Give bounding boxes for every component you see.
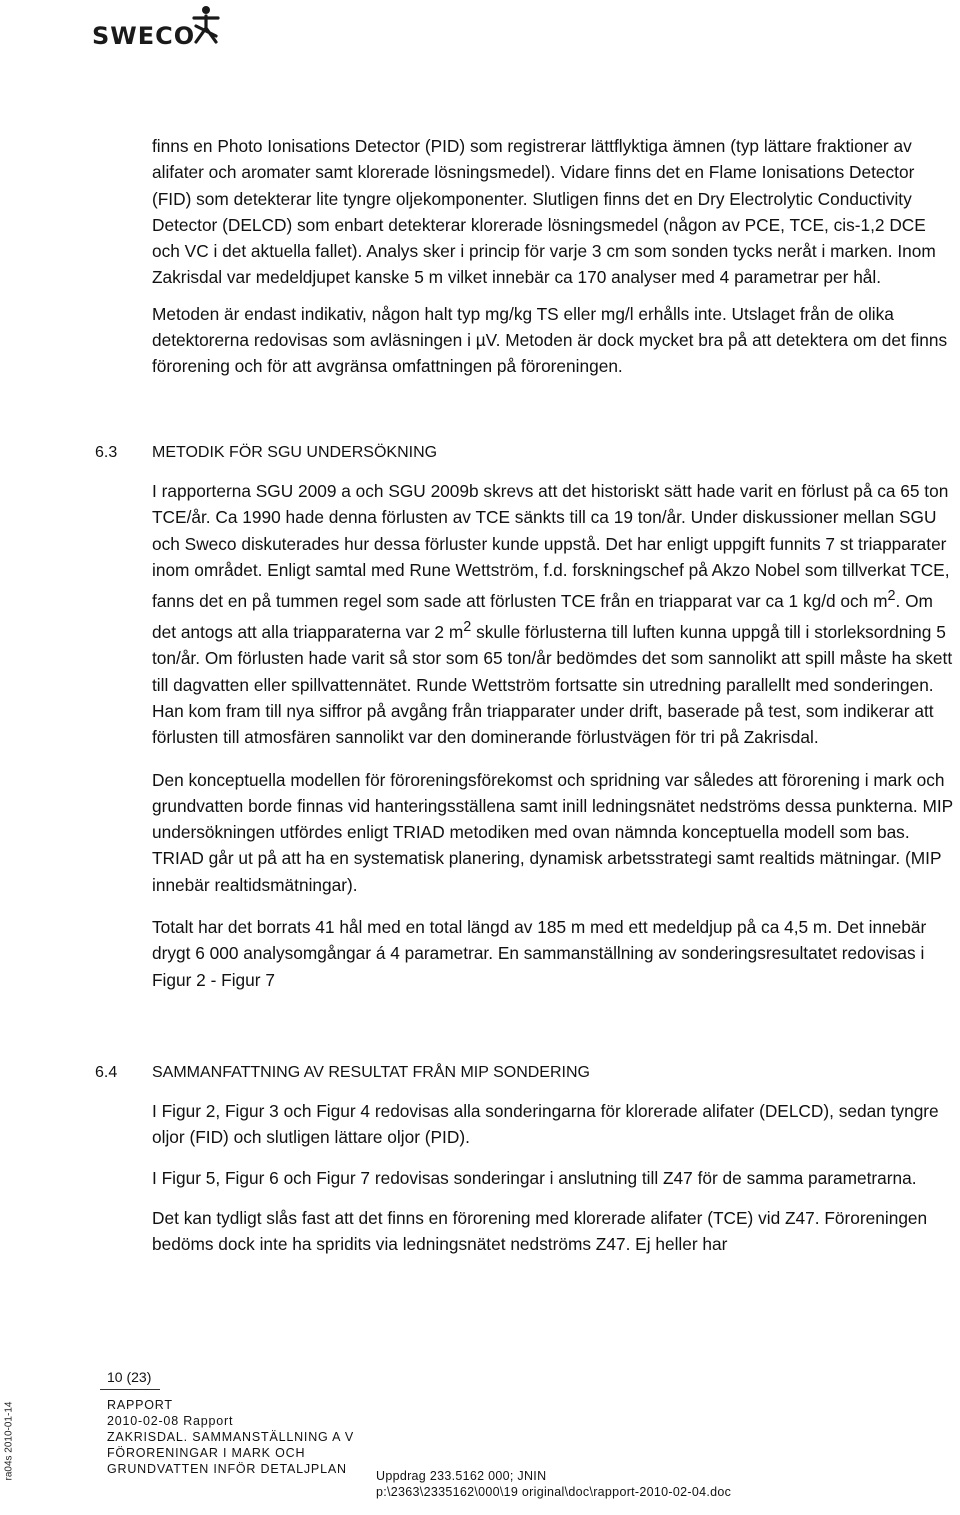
report-meta-line: 2010-02-08 Rapport	[107, 1414, 234, 1428]
report-meta-line: RAPPORT	[107, 1398, 173, 1412]
section-number: 6.4	[95, 1064, 118, 1081]
side-stamp: ra04s 2010-01-14	[3, 1401, 15, 1481]
section-number: 6.3	[95, 444, 118, 461]
intro-text	[152, 133, 956, 380]
intro-paragraph-2: Metoden är endast indikativ, någon halt typ mg/kg TS eller mg/l erhålls inte. Utslaget från de olika detektorerna redovisas som avläsningen i µV. Metoden är dock mycket bra på att detektera om det finns förorening och för att avgränsa omfattningen på föroreningen.	[152, 303, 948, 377]
footer-divider	[100, 1389, 160, 1390]
section-6-3-paragraph-3: Totalt har det borrats 41 hål med en total längd av 185 m med ett medeldjup på ca 4,5 m. Det innebär drygt 6 000 analysomgångar á 4 parametrar. En sammanställning av sonderingsresultatet redovisas i Figur 2 - Figur 7	[152, 916, 927, 990]
sweco-logo	[92, 6, 195, 50]
file-path: p:\2363\2335162\000\19 original\doc\rapport-2010-02-04.doc	[376, 1485, 732, 1499]
logo-text: SWECO	[92, 22, 196, 50]
assignment-number: Uppdrag 233.5162 000; JNIN	[376, 1469, 547, 1483]
page-number: 10 (23)	[107, 1369, 152, 1385]
section-6-4-paragraph-2: I Figur 5, Figur 6 och Figur 7 redovisas sonderingar i anslutning till Z47 för de samma parametrarna.	[152, 1167, 917, 1188]
section-6-4-paragraph-1: I Figur 2, Figur 3 och Figur 4 redovisas alla sonderingarna för klorerade alifater (DELCD), sedan tyngre oljor (FID) och slutligen lättare oljor (PID).	[152, 1101, 939, 1148]
section-6-3-paragraph-1: I rapporterna SGU 2009 a och SGU 2009b skrevs att det historiskt sätt hade varit en förlust på ca 65 ton TCE/år. Ca 1990 hade denna förlusten av TCE sänkts till ca 19 ton/år. Under diskussioner mellan SGU och Sweco diskuterades hur dessa förluster kunde uppstå. Det har enligt uppgift funnits 7 st triapparater inom området. Enligt samtal med Rune Wettström, f.d. forskningschef på Akzo Nobel som tillverkat TCE, fanns det en på tummen regel som sade att förlusten TCE från en triapparat var ca 1 kg/d och $m^2$. Om det antogs att alla triapparaterna var 2 $m^2$ skulle förlusterna till luften kunna uppgå till i storleksordning 5 ton/år. Om förlusten hade varit så stor som 65 ton/år bedömdes det som sannolikt att spill måste ha skett till dagvatten eller spillvattennätet. Runde Wettström fortsatte sin utredning parallellt med sonderingen. Han kom fram till nya siffror på avgång från triapparater under drift, baserade på test, som indikerar att förlusten till atmosfären sannolikt var den dominerande förlustvägen för tri på Zakrisdal.	[152, 481, 953, 748]
section-6-4-heading	[95, 1063, 590, 1083]
sweco-figure-icon	[192, 4, 222, 44]
section-6-4-body	[152, 1098, 956, 1257]
assignment-reference	[376, 1468, 731, 1500]
report-meta-line: ZAKRISDAL. SAMMANSTÄLLNING A V	[107, 1430, 354, 1444]
section-6-3-heading	[95, 443, 437, 463]
intro-paragraph-1: finns en Photo Ionisations Detector (PID) som registrerar lättflyktiga ämnen (typ lättare fraktioner av alifater och aromater samt klorerade lösningsmedel). Vidare finns det en Flame Ionisations Detector (FID) som detekterar lite tyngre oljekomponenter. Slutligen finns det en Dry Electrolytic Conductivity Detector (DELCD) som enbart detekterar klorerade lösningsmedel (någon av PCE, TCE, cis-1,2 DCE och VC i det aktuella fallet). Analys sker i princip för varje 3 cm som sonden tycks neråt i marken. Inom Zakrisdal var medeldjupet kanske 5 m vilket innebär ca 170 analyser med 4 parametrar per hål.	[152, 136, 936, 288]
report-meta-line: GRUNDVATTEN INFÖR DETALJPLAN	[107, 1462, 347, 1476]
section-6-3-body	[152, 478, 956, 993]
report-meta	[107, 1397, 354, 1477]
report-meta-line: FÖRORENINGAR I MARK OCH	[107, 1446, 306, 1460]
section-6-3-paragraph-2: Den konceptuella modellen för föroreningsförekomst och spridning var således att förorening i mark och grundvatten borde finnas vid hanteringsställena samt inill ledningsnätet nedströms dessa punkterna. MIP undersökningen utfördes enligt TRIAD metodiken med ovan nämnda konceptuella modell som bas. TRIAD går ut på att ha en systematisk planering, dynamisk arbetsstrategi samt realtids mätningar. (MIP innebär realtidsmätningar).	[152, 769, 953, 895]
section-title: METODIK FÖR SGU UNDERSÖKNING	[152, 444, 438, 461]
section-title: SAMMANFATTNING AV RESULTAT FRÅN MIP SONDERING	[152, 1064, 590, 1081]
section-6-4-paragraph-3: Det kan tydligt slås fast att det finns en förorening med klorerade alifater (TCE) vid Z47. Föroreningen bedöms dock inte ha spridits via ledningsnätet nedströms Z47. Ej heller har	[152, 1207, 928, 1255]
